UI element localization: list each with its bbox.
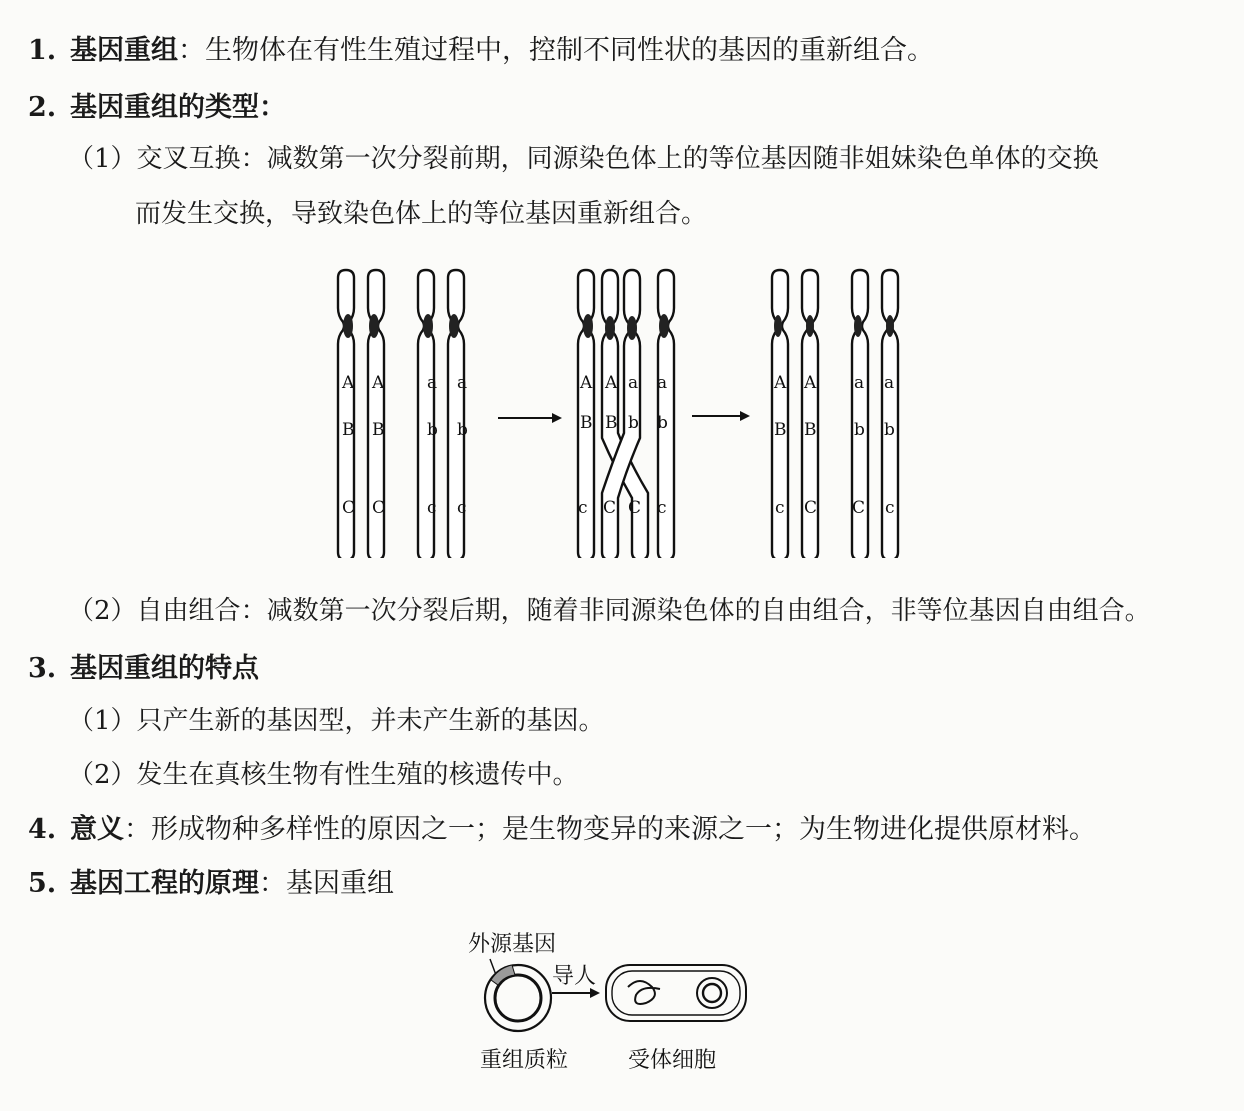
item-3-sub-2-text: 发生在真核生物有性生殖的核遗传中。 xyxy=(136,760,579,790)
label-cross-c-2: c xyxy=(657,498,667,518)
crossover-figure xyxy=(330,258,910,558)
label-cross-B-1: B xyxy=(580,413,593,433)
plasmid-label: 重组质粒 xyxy=(480,1048,569,1073)
item-2-sub-1-label: （1） xyxy=(68,144,137,174)
item-2-sub-1-line-1 xyxy=(68,138,1099,175)
label-C-1: C xyxy=(342,498,356,518)
item-3-sub-1-text: 只产生新的基因型，并未产生新的基因。 xyxy=(136,706,605,736)
label-A-2: A xyxy=(372,373,385,393)
item-4-number: 4. xyxy=(28,814,57,845)
item-2-colon: ： xyxy=(259,92,286,123)
label-res-b-1: b xyxy=(854,420,865,440)
label-cross-a-2: a xyxy=(657,373,668,393)
item-2-sub-1-text-2: 而发生交换，导致染色体上的等位基因重新组合。 xyxy=(135,199,708,229)
item-3-number: 3. xyxy=(28,653,57,684)
item-2-heading xyxy=(28,85,286,124)
item-2-sub-2-colon: ： xyxy=(240,596,267,626)
label-cross-A-2: A xyxy=(605,373,618,393)
arrow-2 xyxy=(692,411,750,421)
label-B-1: B xyxy=(342,420,355,440)
label-res-B-2: B xyxy=(804,420,817,440)
label-cross-C-2: C xyxy=(628,498,642,518)
item-1-title: 基因重组 xyxy=(70,35,178,66)
item-3-sub-1 xyxy=(68,700,605,737)
label-cross-b-2: b xyxy=(657,413,668,433)
item-2-sub-1-title: 交叉互换 xyxy=(136,144,241,174)
label-res-A-1: A xyxy=(774,373,787,393)
item-2-sub-2-text: 减数第一次分裂后期，随着非同源染色体的自由组合，非等位基因自由组合。 xyxy=(266,596,1151,626)
item-2-sub-2 xyxy=(68,590,1151,627)
item-3-heading xyxy=(28,646,259,685)
item-2-sub-2-label: （2） xyxy=(68,596,137,626)
label-res-a-2: a xyxy=(884,373,895,393)
label-cross-A-1: A xyxy=(580,373,593,393)
item-2-sub-1-line-2 xyxy=(135,193,707,230)
item-5-text: 基因重组 xyxy=(286,868,394,899)
recipient-cell-icon xyxy=(606,965,746,1021)
item-2-sub-1-text-1: 减数第一次分裂前期，同源染色体上的等位基因随非姐妹染色单体的交换 xyxy=(266,144,1099,174)
item-1-colon: ： xyxy=(178,35,205,66)
label-c-2: c xyxy=(457,498,467,518)
label-c-1: c xyxy=(427,498,437,518)
label-A-1: A xyxy=(342,373,355,393)
plasmid-figure xyxy=(460,925,760,1085)
label-cross-c-1: c xyxy=(578,498,588,518)
label-C-2: C xyxy=(372,498,386,518)
label-res-C-2: C xyxy=(852,498,866,518)
label-cross-C-1: C xyxy=(603,498,617,518)
label-B-2: B xyxy=(372,420,385,440)
item-4-title: 意义 xyxy=(70,814,124,845)
recipient-cell-label: 受体细胞 xyxy=(628,1048,717,1073)
item-1-text: 生物体在有性生殖过程中，控制不同性状的基因的重新组合。 xyxy=(205,35,934,66)
import-label: 导人 xyxy=(552,964,597,989)
label-res-B-1: B xyxy=(774,420,787,440)
pointer-arrow-icon xyxy=(490,959,496,975)
item-1-number: 1. xyxy=(28,35,57,66)
item-3-sub-2-label: （2） xyxy=(68,760,137,790)
label-res-c-1: c xyxy=(775,498,785,518)
item-3-sub-2 xyxy=(68,754,579,791)
label-cross-b-1: b xyxy=(628,413,639,433)
item-2-title: 基因重组的类型 xyxy=(70,92,259,123)
item-4-colon: ： xyxy=(124,814,151,845)
item-5 xyxy=(28,861,394,900)
item-5-number: 5. xyxy=(28,868,57,899)
arrow-1 xyxy=(498,413,562,423)
item-3-sub-1-label: （1） xyxy=(68,706,137,736)
import-arrow-icon xyxy=(590,988,600,998)
item-5-title: 基因工程的原理 xyxy=(70,868,259,899)
item-1 xyxy=(28,28,934,67)
item-4-text: 形成物种多样性的原因之一；是生物变异的来源之一；为生物进化提供原材料。 xyxy=(151,814,1096,845)
label-res-C-1: C xyxy=(804,498,818,518)
label-a-2: a xyxy=(457,373,468,393)
label-res-b-2: b xyxy=(884,420,895,440)
foreign-gene-label: 外源基因 xyxy=(468,932,557,957)
item-3-title: 基因重组的特点 xyxy=(70,653,259,684)
item-2-sub-2-title: 自由组合 xyxy=(136,596,241,626)
label-cross-a-1: a xyxy=(628,373,639,393)
item-2-number: 2. xyxy=(28,92,57,123)
label-res-a-1: a xyxy=(854,373,865,393)
label-res-A-2: A xyxy=(804,373,817,393)
label-res-c-2: c xyxy=(885,498,895,518)
label-cross-B-2: B xyxy=(605,413,618,433)
plasmid-icon xyxy=(485,965,551,1031)
label-a-1: a xyxy=(427,373,438,393)
label-b-1: b xyxy=(427,420,438,440)
item-5-colon: ： xyxy=(259,868,286,899)
item-2-sub-1-colon: ： xyxy=(240,144,267,174)
label-b-2: b xyxy=(457,420,468,440)
item-4 xyxy=(28,807,1096,846)
